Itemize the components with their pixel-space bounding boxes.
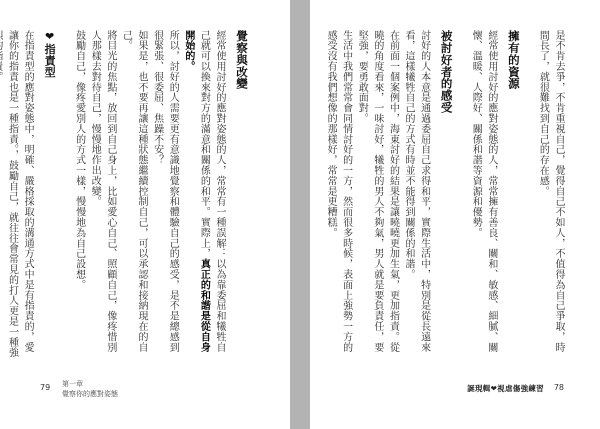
page-number-left: 79 <box>40 383 51 392</box>
paragraph: 經常使用討好的應對姿態的人，常常擁有善良、關和、敏感、細膩、關懷、溫暖、人際好、關係和諧等資源和優勢。 <box>470 30 497 353</box>
paragraph-intro <box>180 30 227 358</box>
paragraph: 在前面一個案例中，海東討好的結果是讓曉曉更加生氣，更加指責。從曉的角度看來，一味討好，犧牲的男人不夠氣，男人就是要負責任，要堅強，要勇敢面對。 <box>356 30 399 353</box>
chapter-number: 第一章 <box>62 380 83 388</box>
section-heading-feelings: 被討好者的感受 <box>439 30 454 114</box>
paragraph: 將目光的焦點，放回到自己身上，比如愛心自己、照顧自己，像疼惜別人那樣去對待自己，慢慢地作出改變。 <box>89 30 116 353</box>
right-page <box>310 0 600 429</box>
subsection-title: 指責型 <box>43 43 57 78</box>
section-heading-awareness: 覺察與改變 <box>235 30 249 90</box>
paragraph: 鼓勵自己，像疼愛別人的方式一樣，慢慢地為自己設想。 <box>73 30 85 290</box>
subsection-heading-blaming <box>41 30 58 358</box>
paragraph: 生活中我們常常會同情討好的一方，然而很多時候，表面上強勢一方的感受沒有我們想像的那樣好，常常是更糟糕。 <box>325 30 352 353</box>
right-page-body <box>325 30 566 358</box>
book-gutter <box>290 0 310 429</box>
page-number-right: 78 <box>553 383 564 392</box>
paragraph: 在指責型的應對姿態中，明確、嚴格採取的溝通方式中是有指責的，愛讓你的指責也是一種指責。，鼓勵自己，就往往會常見的打人更是一種強 <box>6 30 34 358</box>
chapter-subtitle: 覺察你的應對姿態 <box>62 390 118 398</box>
paragraph: 討好的人本意是通過委屈自己求得和平，實際生活中，特別是從長遠來看，這樣犧牲自己的方式有時並不能得到關係的和諧。 <box>403 30 430 353</box>
paragraph: 所以，討好的人需要更有意識地覺察和體驗自己的感受，是不是總感到很緊張、很委屈、焦躁不安？ <box>151 30 179 353</box>
heart-icon: ❤ <box>43 30 57 44</box>
book-title: 誕現輯❤視虐傷強練習 <box>467 384 544 393</box>
emphasis-text: 真正的和諧是從自身開始的。 <box>182 30 210 353</box>
paragraph-text: 經常使用討好的應對姿態的人，常常有一種誤解：以為靠委屈和犧牲自己就可以換來對方的滿意和關係的和平。實際上， <box>198 30 225 353</box>
section-heading-resources: 擁有的資源 <box>506 30 521 90</box>
paragraph-intro: 是不肯去爭，不肯重視自己，覺得自己不如人，不值得為自己爭取，時間長了，就很難找到自己的存在感。 <box>537 30 564 353</box>
paragraph: 如果是，也不要再讓這種狀態繼續控制自己，可以承認和接納現在的自己。 <box>120 30 148 353</box>
left-page <box>0 0 290 429</box>
chapter-label <box>62 379 118 399</box>
left-page-body <box>6 30 250 358</box>
